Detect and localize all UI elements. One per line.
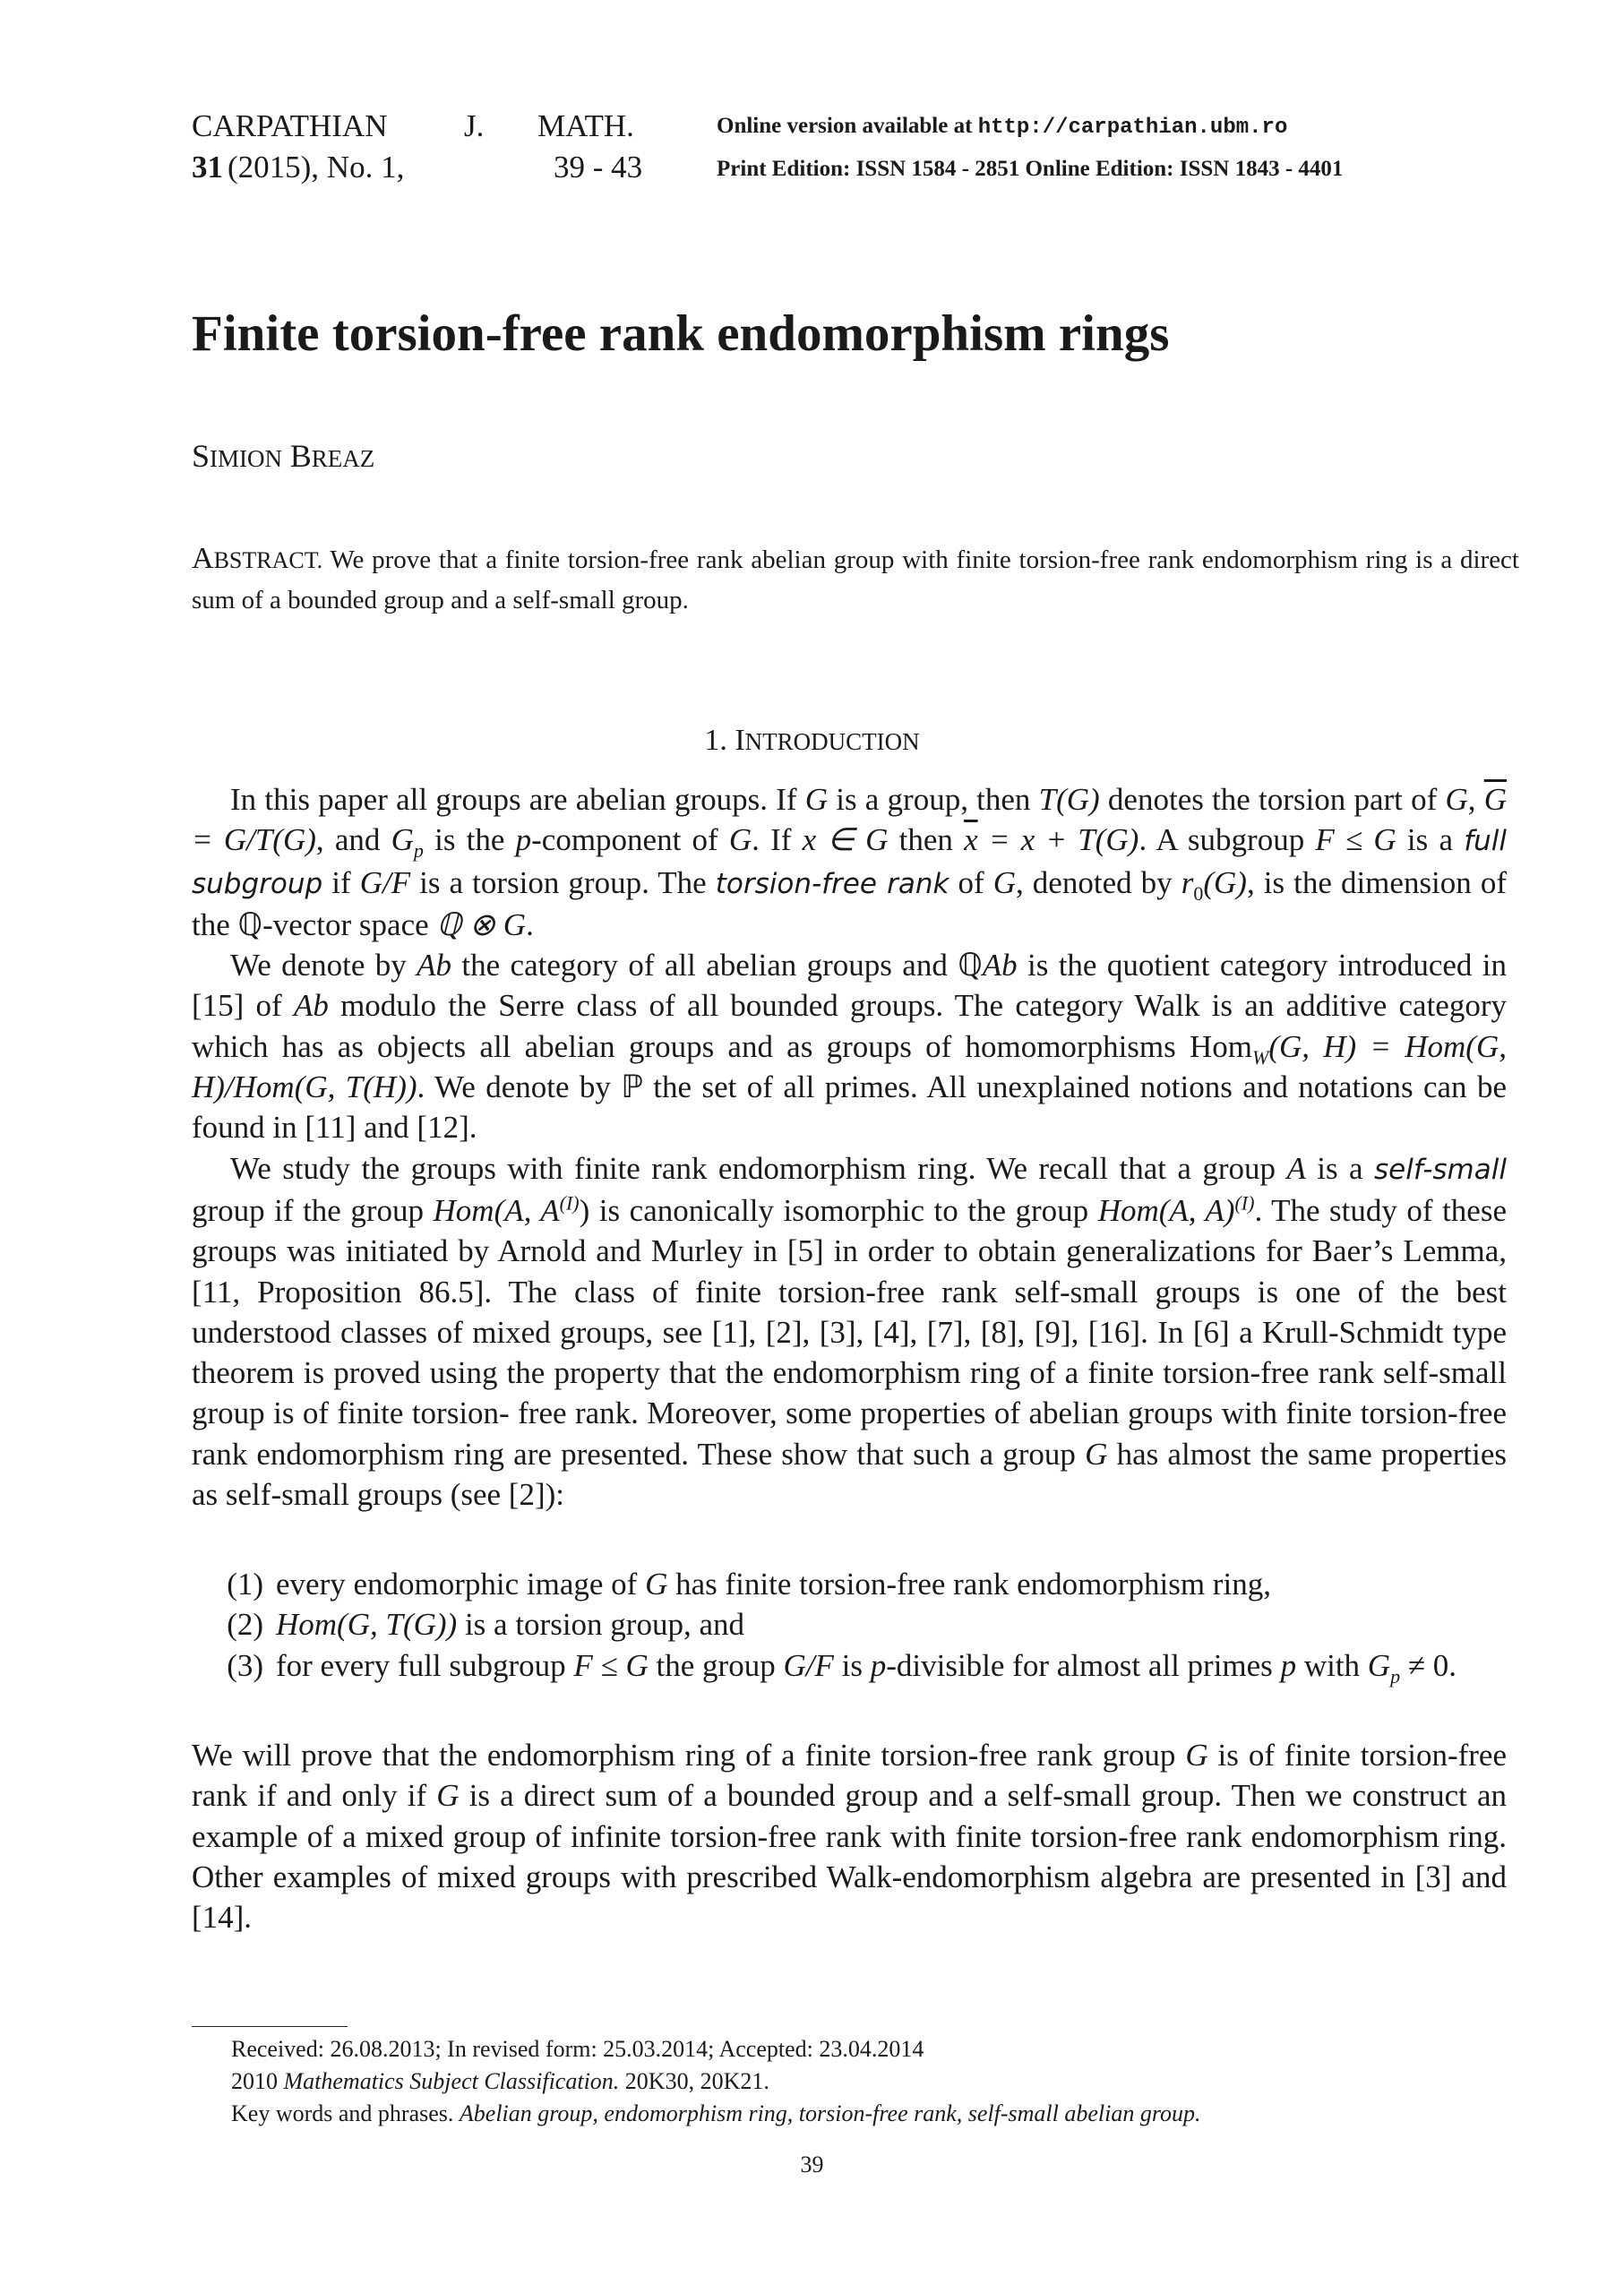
- intro-body: [192, 779, 1507, 1515]
- list-item: (3) for every full subgroup F ≤ G the group G/F is p-divisible for almost all primes p with $G_p \ne 0$.: [227, 1647, 1457, 1688]
- abstract: [192, 539, 1519, 620]
- journal-j: J.: [464, 108, 485, 143]
- paragraph-1: In this paper all groups are abelian groups. If G is a group, then T(G) denotes the torsion part of G, $\overline{G} = G/T(G)$, and $G_p$ is the p-component of G. If x ∈ G then $\overline{x} = x + T(G)$. A subgroup F ≤ G is a full subgroup if G/F is a torsion group. The torsion-free rank of G, denoted by $r_0(G)$, is the dimension of the ℚ-vector space ℚ ⊗ G.: [192, 782, 1508, 942]
- list-item: (2) Hom(G, T(G)) is a torsion group, and: [227, 1607, 744, 1643]
- paragraph-4: We will prove that the endomorphism ring of a finite torsion-free rank group G is of finite torsion-free rank if and only if G is a direct sum of a bounded group and a self-small group. Then we construct an example of a mixed group of infinite torsion-free rank with finite torsion-free rank endomorphism ring. Other examples of mixed groups with prescribed Walk-endomorphism algebra are presented in [3] and [14].: [192, 1738, 1507, 1936]
- journal-pages: 39 - 43: [554, 150, 643, 185]
- online-prefix: Online version available at: [717, 114, 978, 138]
- intro-body-continued: [192, 1735, 1507, 1937]
- received-dates: Received: 26.08.2013; In revised form: 25.03.2014; Accepted: 23.04.2014: [231, 2036, 924, 2062]
- list-item: (1) every endomorphic image of G has finite torsion-free rank endomorphism ring,: [227, 1567, 1271, 1602]
- section-heading: 1. INTRODUCTION: [704, 724, 920, 757]
- journal-edition-info: [717, 106, 1343, 190]
- abstract-label: ABSTRACT.: [192, 542, 323, 575]
- journal-header: [192, 106, 657, 188]
- paragraph-2: We denote by Ab the category of all abelian groups and ℚAb is the quotient category introduced in [15] of Ab modulo the Serre class of all bounded groups. The category Walk is an additive category which has as objects all abelian groups and as groups of homomorphisms Hom$_W$(G, H) = Hom(G, H)/Hom(G, T(H)). We denote by ℙ the set of all primes. All unexplained notions and notations can be found in [11] and [12].: [192, 948, 1507, 1146]
- print-edition-line: Print Edition: ISSN 1584 - 2851 Online Edition: ISSN 1843 - 4401: [717, 157, 1344, 181]
- paragraph-3: We study the groups with finite rank endomorphism ring. We recall that a group A is a self-small group if the group Hom(A, $A^{(I)}$) is canonically isomorphic to the group Hom(A, A)$^{(I)}$. The study of these groups was initiated by Arnold and Murley in [5] in order to obtain generalizations for Baer’s Lemma, [11, Proposition 86.5]. The class of finite torsion-free rank self-small groups is one of the best understood classes of mixed groups, see [1], [2], [3], [4], [7], [8], [9], [16]. In [6] a Krull-Schmidt type theorem is proved using the property that the endomorphism ring of a finite torsion-free rank self-small group is of finite torsion- free rank. Moreover, some properties of abelian groups with finite torsion-free rank endomorphism ring are presented. These show that such a group G has almost the same properties as self-small groups (see [2]):: [192, 1150, 1507, 1513]
- footnote-rule: [192, 2026, 348, 2027]
- footnotes: [231, 2033, 1485, 2130]
- journal-year-issue: (2015), No. 1,: [228, 150, 405, 185]
- journal-name: CARPATHIAN: [192, 108, 388, 143]
- paper-title: Finite torsion-free rank endomorphism rings: [192, 305, 1170, 362]
- abstract-text: We prove that a finite torsion-free rank abelian group with finite torsion-free rank endomorphism ring is a direct sum of a bounded group and a self-small group.: [192, 545, 1519, 614]
- journal-volume: 31: [192, 150, 223, 185]
- online-url: http://carpathian.ubm.ro: [977, 116, 1288, 140]
- keywords-line: Key words and phrases. Abelian group, endomorphism ring, torsion-free rank, self-small abelian group.: [231, 2100, 1201, 2126]
- page-number: 39: [800, 2151, 824, 2177]
- msc-line: 2010 Mathematics Subject Classification. 20K30, 20K21.: [231, 2068, 769, 2094]
- journal-math: MATH.: [537, 108, 634, 143]
- author-name: SIMION BREAZ: [192, 438, 375, 474]
- property-list: [192, 1564, 1507, 1686]
